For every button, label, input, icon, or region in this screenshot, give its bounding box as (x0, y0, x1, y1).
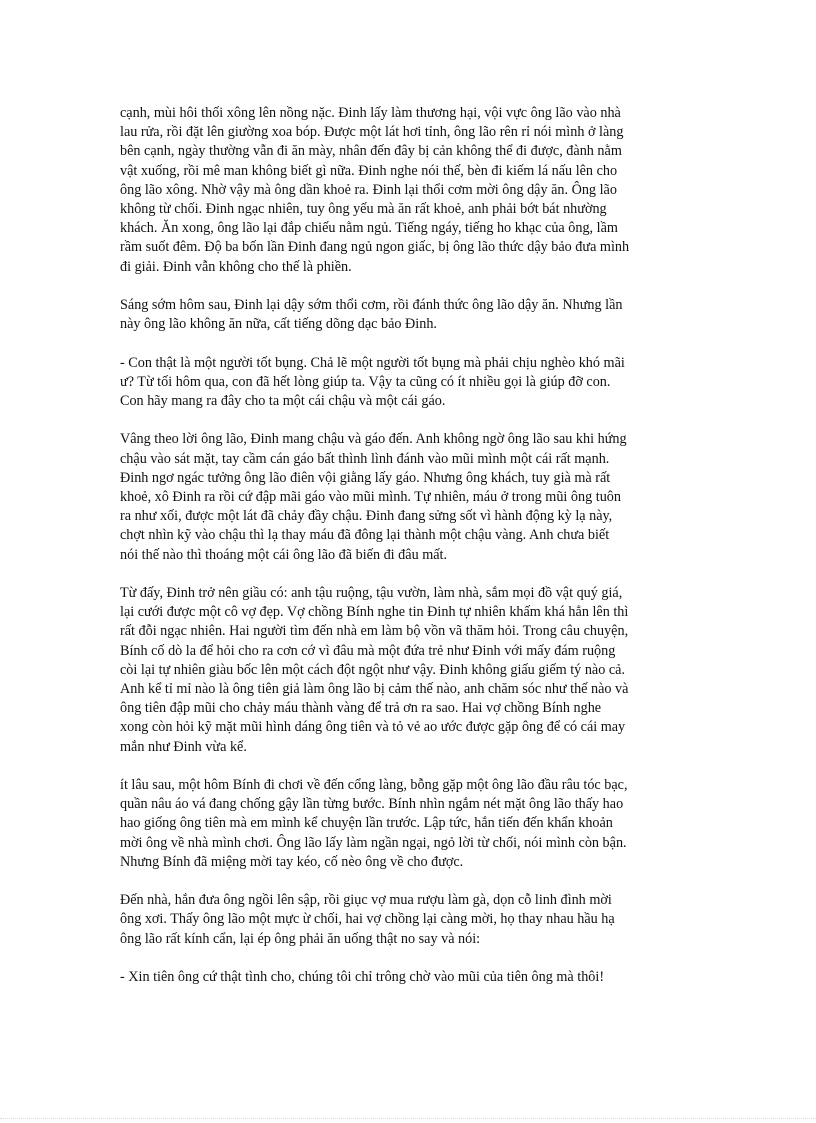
text-line: Từ đấy, Đinh trở nên giầu có: anh tậu ruộng, tậu vườn, làm nhà, sắm mọi đồ vật quý giá, (120, 585, 623, 602)
text-line: Nhưng Bính đã miệng mời tay kéo, cố nèo ông về cho được. (120, 853, 464, 870)
paragraph (120, 354, 700, 412)
text-line: Anh kể tỉ mỉ nào là ông tiên giả làm ông lão bị cảm thế nào, anh chăm sóc như thế nào và (120, 681, 629, 698)
text-line: đi giải. Đinh vẫn không cho thế là phiền. (120, 258, 352, 275)
text-line: chợt nhìn kỹ vào chậu thì lạ thay máu đã đông lại thành một chậu vàng. Anh chưa biết (120, 527, 610, 544)
text-line: ông xơi. Thấy ông lão một mực ừ chối, hai vợ chồng lại càng mời, họ thay nhau hầu hạ (120, 911, 615, 928)
text-line: lau rửa, rồi đặt lên giường xoa bóp. Được một lát hơi tỉnh, ông lão rên rỉ nói mình ở làng (120, 124, 624, 141)
text-line: mời ông về nhà mình chơi. Ông lão lấy làm ngần ngại, ngỏ lời từ chối, nói mình còn bận. (120, 834, 627, 851)
text-line: rầm suốt đêm. Độ ba bốn lần Đinh đang ngủ ngon giấc, bị ông lão thức dậy bảo đưa mình (120, 239, 630, 256)
text-line: mắn như Đinh vừa kể. (120, 738, 247, 755)
paragraph (120, 776, 700, 872)
text-line: này ông lão không ăn nữa, cất tiếng dõng dạc bảo Đinh. (120, 316, 437, 333)
text-line: nói thế nào thì thoáng một cái ông lão đã biến đi đâu mất. (120, 546, 448, 563)
paragraph (120, 104, 700, 277)
text-line: Đến nhà, hắn đưa ông ngồi lên sập, rồi giục vợ mua rượu làm gà, dọn cỗ linh đình mời (120, 892, 612, 909)
paragraph (120, 891, 700, 949)
text-line: ư? Từ tối hôm qua, con đã hết lòng giúp ta. Vậy ta cũng có ít nhiều gọi là giúp đỡ con. (120, 373, 611, 390)
text-line: không từ chối. Đinh ngạc nhiên, tuy ông yếu mà ăn rất khoẻ, anh phải bớt bát nhường (120, 201, 607, 218)
paragraph (120, 584, 700, 757)
text-line: ông lão rất kính cẩn, lại ép ông phải ăn uống thật no say và nói: (120, 930, 481, 947)
text-line: Sáng sớm hôm sau, Đinh lại dậy sớm thổi cơm, rồi đánh thức ông lão dậy ăn. Nhưng lần (120, 297, 623, 314)
paragraph (120, 296, 700, 334)
text-line: ra như xối, được một lát đã chảy đầy chậu. Đinh đang sửng sốt vì hành động kỳ lạ này, (120, 508, 613, 525)
text-line: Đinh ngơ ngác tưởng ông lão điên vội giằng lấy gáo. Nhưng ông khách, tuy già mà rất (120, 469, 611, 486)
text-line: quần nâu áo vá đang chống gậy lần từng bước. Bính nhìn ngắm nét mặt ông lão thấy hao (120, 796, 624, 813)
text-line: ít lâu sau, một hôm Bính đi chơi về đến cổng làng, bỗng gặp một ông lão đầu râu tóc bạc, (120, 777, 628, 794)
text-line: - Con thật là một người tốt bụng. Chả lẽ một người tốt bụng mà phải chịu nghèo khó mãi (120, 354, 625, 371)
text-line: khoẻ, xô Đinh ra rồi cứ đập mãi gáo vào mũi mình. Tự nhiên, máu ở trong mũi ông tuôn (120, 489, 621, 506)
text-line: lại cưới được một cô vợ đẹp. Vợ chồng Bính nghe tin Đinh tự nhiên khấm khá hẳn lên thì (120, 604, 629, 621)
text-line: còi lại tự nhiên giàu bốc lên một cách đột ngột như vậy. Đinh không giấu giếm tý nào cả. (120, 661, 625, 678)
text-line: - Xin tiên ông cứ thật tình cho, chúng tôi chỉ trông chờ vào mũi của tiên ông mà thôi! (120, 969, 605, 986)
text-line: rất đỗi ngạc nhiên. Hai người tìm đến nhà em làm bộ vồn vã thăm hỏi. Trong câu chuyện, (120, 623, 629, 640)
paragraph (120, 968, 700, 987)
text-line: bên cạnh, ngày thường vẫn đi ăn mày, nhân đến đây bị cản không thể đi được, đành nằm (120, 143, 622, 160)
text-line: hao giống ông tiên mà em mình kể chuyện lần trước. Lập tức, hắn tiến đến khẩn khoản (120, 815, 613, 832)
text-line: chậu vào sát mặt, tay cầm cán gáo bất thình lình đánh vào mũi mình một cái rất mạnh. (120, 450, 610, 467)
page-bottom-divider (0, 1118, 816, 1119)
text-line: khách. Ăn xong, ông lão lại đắp chiếu nằm ngủ. Tiếng ngáy, tiếng ho khạc của ông, lầm (120, 220, 618, 237)
text-line: cạnh, mùi hôi thối xông lên nồng nặc. Đinh lấy làm thương hại, vội vực ông lão vào nhà (120, 105, 621, 121)
text-line: vật xuống, rồi mê man không biết gì nữa. Đinh nghe nói thế, bèn đi kiếm lá nấu lên cho (120, 162, 618, 179)
paragraph (120, 430, 700, 564)
text-line: Bính cố dò la để hỏi cho ra cơn cớ vì đâu mà một đứa trẻ như Đinh với mấy đám ruộng (120, 642, 616, 659)
document-body (120, 104, 700, 1006)
text-line: ông lão xông. Nhờ vậy mà ông dần khoẻ ra. Đinh lại thổi cơm mời ông dậy ăn. Ông lão (120, 181, 617, 198)
text-line: xong còn hỏi kỹ mặt mũi hình dáng ông tiên và tỏ vẻ ao ước được gặp ông để có cái may (120, 719, 626, 736)
text-line: ông tiên đập mũi cho chảy máu thành vàng để trả ơn ra sao. Hai vợ chồng Bính nghe (120, 700, 602, 717)
text-line: Vâng theo lời ông lão, Đinh mang chậu và gáo đến. Anh không ngờ ông lão sau khi hứng (120, 431, 627, 448)
text-line: Con hãy mang ra đây cho ta một cái chậu và một cái gáo. (120, 393, 446, 410)
